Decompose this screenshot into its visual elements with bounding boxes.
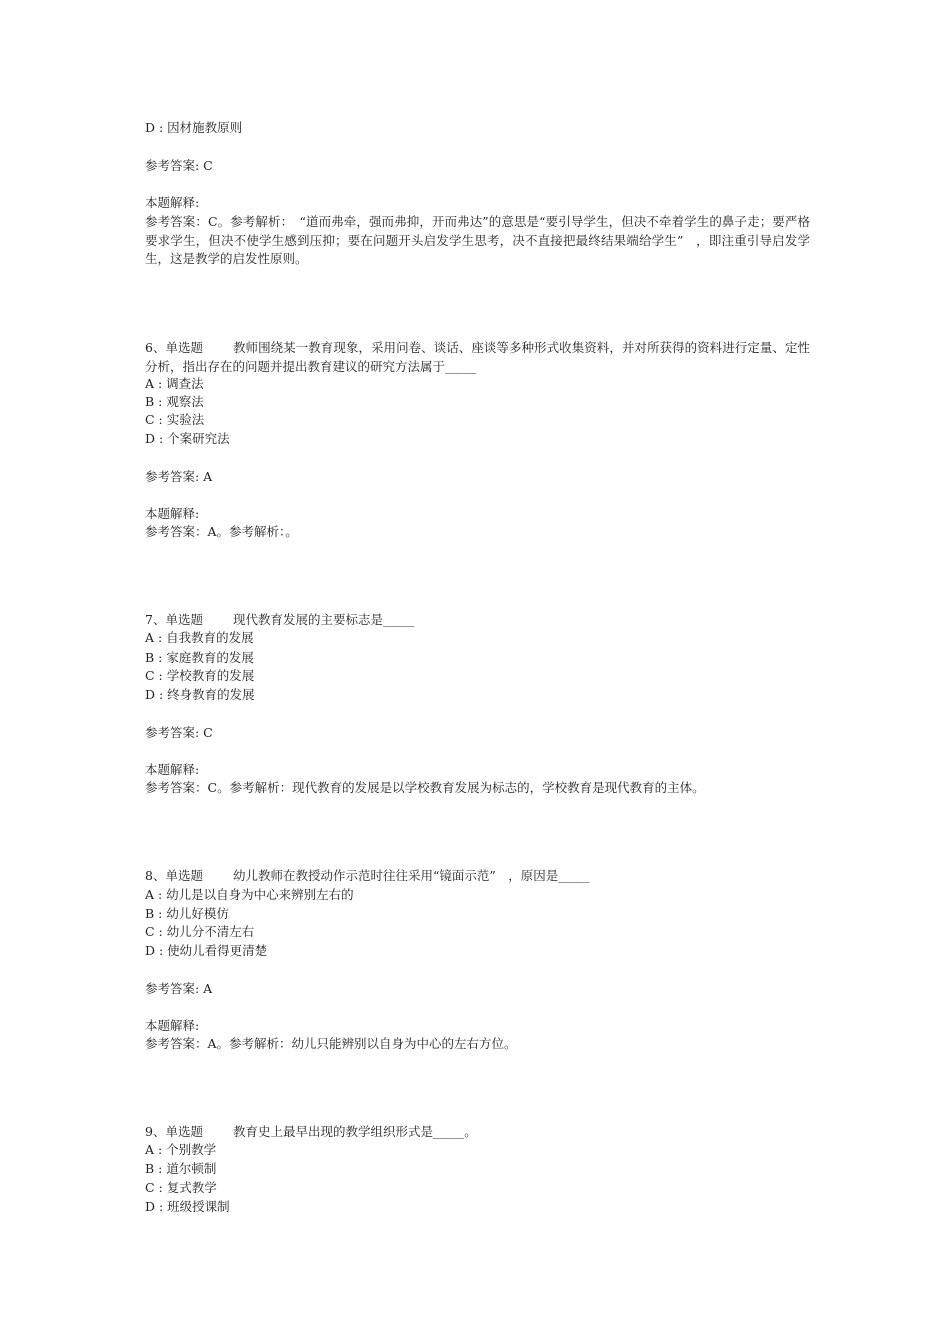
q7-question bbox=[145, 611, 414, 630]
q9-stem: 教育史上最早出现的教学组织形式是_____。 bbox=[232, 1124, 477, 1139]
q8-answer: 参考答案: A bbox=[145, 981, 213, 996]
q5-explain-label: 本题解释: bbox=[145, 195, 200, 210]
q8-explain-label: 本题解释: bbox=[145, 1018, 200, 1033]
q6-question bbox=[145, 339, 810, 376]
q9-option-c: C : 复式教学 bbox=[145, 1180, 217, 1195]
q9-option-a: A : 个别教学 bbox=[145, 1142, 217, 1157]
q7-stem: 现代教育发展的主要标志是_____ bbox=[232, 612, 415, 627]
q6-answer: 参考答案: A bbox=[145, 469, 213, 484]
q9-option-b: B : 道尔顿制 bbox=[145, 1161, 217, 1176]
q8-option-c: C : 幼儿分不清左右 bbox=[145, 924, 255, 939]
q7-option-a: A : 自我教育的发展 bbox=[145, 630, 254, 645]
q6-option-d: D : 个案研究法 bbox=[145, 431, 230, 446]
q5-explain-text: 参考答案：C。参考解析： “道而弗牵，强而弗抑，开而弗达”的意思是“要引导学生，但决不牵着学生的鼻子走；要严格要求学生，但决不使学生感到压抑；要在问题开头启发学生思考，决不直接把最终结果端给学生” ，即注重引导启发学生，这是教学的启发性原则。 bbox=[145, 214, 810, 266]
q5-option-d: D : 因材施教原则 bbox=[145, 120, 243, 135]
q8-option-b: B : 幼儿好模仿 bbox=[145, 906, 229, 921]
q6-option-c: C : 实验法 bbox=[145, 412, 205, 427]
q8-option-a: A : 幼儿是以自身为中心来辨别左右的 bbox=[145, 887, 354, 902]
q7-explain-label: 本题解释: bbox=[145, 762, 200, 777]
q6-explain-label: 本题解释: bbox=[145, 506, 200, 521]
q9-number: 9、单选题 bbox=[145, 1124, 203, 1139]
q7-number: 7、单选题 bbox=[145, 612, 203, 627]
q9-option-d: D : 班级授课制 bbox=[145, 1199, 230, 1214]
q7-option-d: D : 终身教育的发展 bbox=[145, 687, 255, 702]
q6-number: 6、单选题 bbox=[145, 340, 203, 355]
q8-stem: 幼儿教师在教授动作示范时往往采用“镜面示范” ，原因是_____ bbox=[232, 868, 590, 883]
q5-answer: 参考答案: C bbox=[145, 158, 213, 173]
q8-question bbox=[145, 867, 590, 886]
q8-number: 8、单选题 bbox=[145, 868, 203, 883]
q7-explain-text: 参考答案：C。参考解析：现代教育的发展是以学校教育发展为标志的，学校教育是现代教育的主体。 bbox=[145, 780, 705, 795]
q6-explain-text: 参考答案：A。参考解析：。 bbox=[145, 524, 298, 539]
q7-answer: 参考答案: C bbox=[145, 725, 213, 740]
q7-option-c: C : 学校教育的发展 bbox=[145, 668, 255, 683]
q6-stem: 教师围绕某一教育现象，采用问卷、谈话、座谈等多种形式收集资料，并对所获得的资料进行定量、定性分析，指出存在的问题并提出教育建议的研究方法属于_____ bbox=[145, 340, 810, 374]
q6-option-b: B : 观察法 bbox=[145, 394, 204, 409]
q6-option-a: A : 调查法 bbox=[145, 376, 204, 391]
q9-question bbox=[145, 1123, 477, 1142]
q7-option-b: B : 家庭教育的发展 bbox=[145, 650, 254, 665]
q8-option-d: D : 使幼儿看得更清楚 bbox=[145, 943, 268, 958]
q8-explain-text: 参考答案：A。参考解析：幼儿只能辨别以自身为中心的左右方位。 bbox=[145, 1036, 517, 1051]
